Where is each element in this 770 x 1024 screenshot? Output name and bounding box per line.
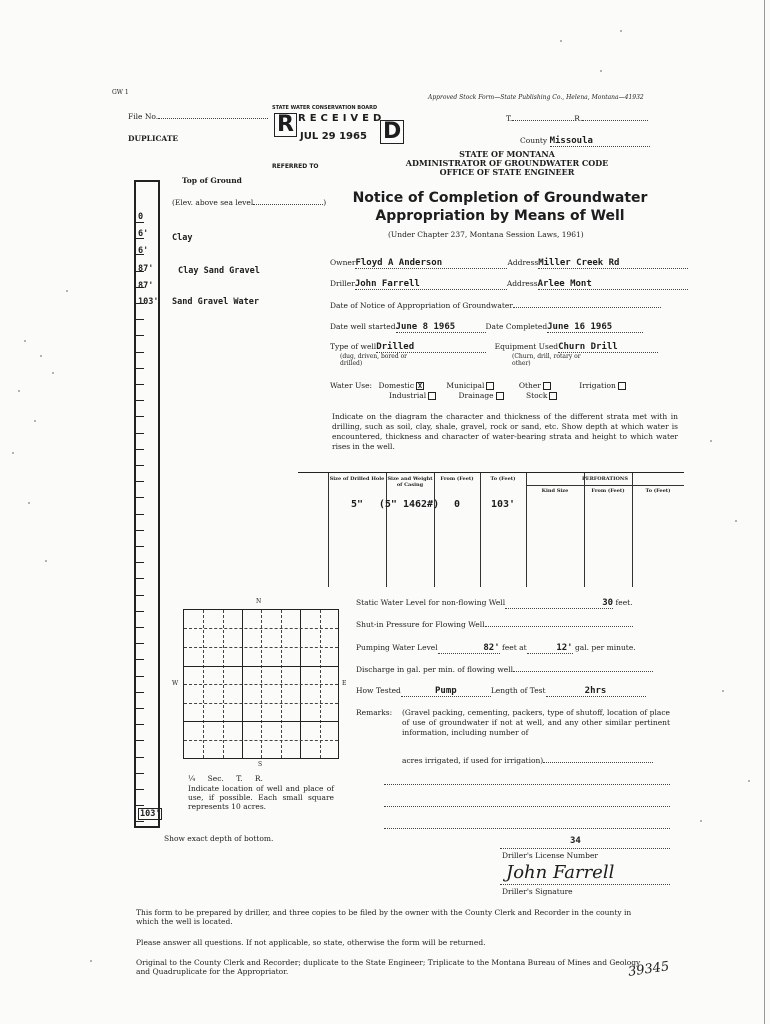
casing-hole-size: 5" (350, 499, 364, 510)
stamp-letter-r: R (274, 113, 297, 137)
notice-date-row: Date of Notice of Appropriation of Groundwater (330, 301, 661, 310)
depth-6a: 6' (138, 229, 149, 239)
casing-to: 103' (490, 499, 516, 510)
depth-tick (136, 352, 144, 353)
license-line (500, 848, 670, 849)
casing-header-to: To (Feet) (490, 476, 516, 482)
stratum-sand-gravel-water: Sand Gravel Water (172, 297, 259, 307)
remarks-label: Remarks: (356, 708, 393, 717)
depth-tick (136, 708, 144, 709)
depth-tick (136, 562, 144, 563)
depth-tick (136, 595, 144, 596)
drainage-checkbox[interactable] (496, 392, 504, 400)
driller-row: DrillerJohn Farrell AddressArlee Mont (330, 279, 688, 290)
section-grid (183, 609, 339, 759)
driller-signature: John Farrell (506, 862, 615, 883)
casing-header-perf-from: From (Feet) (591, 488, 625, 494)
depth-103a: 103' (138, 297, 159, 307)
remarks-line-1 (384, 784, 670, 785)
casing-header-perforations: PERFORATIONS (582, 476, 628, 482)
depth-103b: 103' (140, 809, 161, 819)
page-edge (764, 0, 765, 1024)
depth-tick (136, 821, 144, 822)
depth-tick (136, 676, 144, 677)
depth-tick (136, 692, 144, 693)
grid-south: S (258, 761, 263, 768)
depth-tick (136, 400, 144, 401)
depth-tick (136, 449, 144, 450)
stamp-letter-d: D (380, 120, 404, 144)
irrigation-checkbox[interactable] (618, 382, 626, 390)
depth-tick (136, 627, 144, 628)
industrial-checkbox[interactable] (428, 392, 436, 400)
footer-distribution: Original to the County Clerk and Recorder; duplicate to the State Engineer; Triplicate to the Montana Bureau of Mines and Geology and Quadruplicate for the Appropriator. (136, 958, 641, 976)
static-level-row: Static Water Level for non-flowing Well 30 feet. (356, 598, 633, 608)
signature-line (500, 884, 670, 885)
depth-tick (136, 611, 144, 612)
license-label: Driller's License Number (502, 851, 598, 860)
footer-instructions: This form to be prepared by driller, and three copies to be filed by the owner with the County Clerk and Recorder in the county in which the well is located. (136, 908, 632, 926)
stock-checkbox[interactable] (549, 392, 557, 400)
depth-tick (136, 465, 144, 466)
casing-size-weight: (5" 1462#) (378, 499, 440, 510)
casing-from: 0 (453, 499, 461, 510)
file-no: File No. (128, 112, 268, 121)
municipal-checkbox[interactable] (486, 382, 494, 390)
state-heading: STATE OF MONTANA ADMINISTRATOR OF GROUNDWATER CODE OFFICE OF STATE ENGINEER (405, 149, 609, 177)
how-tested-row: How Tested Pump Length of Test 2hrs (356, 686, 646, 697)
referred-label: REFERRED TO (272, 163, 319, 170)
discharge-row: Discharge in gal. per min. of flowing well (356, 665, 653, 674)
county-field: County Missoula (520, 136, 650, 147)
page-title: Notice of Completion of Groundwater Appropriation by Means of Well (352, 190, 648, 224)
title-subtitle: (Under Chapter 237, Montana Session Laws, 1961) (388, 230, 584, 239)
pumping-row: Pumping Water Level 82' feet at 12' gal. per minute. (356, 643, 636, 653)
depth-tick (136, 805, 144, 806)
depth-tick (136, 530, 144, 531)
equipment-note: (Churn, drill, rotary or other) (512, 353, 581, 367)
shutin-row: Shut-in Pressure for Flowing Well (356, 620, 633, 629)
remarks-line-3 (384, 828, 670, 829)
section-line: ¼ Sec. T. R. (188, 774, 263, 783)
other-checkbox[interactable] (543, 382, 551, 390)
remarks-line-2 (384, 806, 670, 807)
depth-tick (136, 789, 144, 790)
depth-tick (136, 578, 144, 579)
depth-tick (136, 757, 144, 758)
remarks-text: (Gravel packing, cementing, packers, type of shutoff, location of place of use of groundwater if not at well, and any other similar pertinent information, including number of (402, 708, 670, 737)
location-note: Indicate location of well and place of use, if possible. Each small square represents 10 acres. (188, 784, 334, 811)
grid-west: W (172, 680, 179, 687)
depth-tick (136, 773, 144, 774)
duplicate-label: DUPLICATE (128, 134, 179, 143)
depth-tick (136, 416, 144, 417)
depth-6b: 6' (138, 246, 149, 256)
township: T. R. (506, 114, 648, 123)
depth-tick (136, 481, 144, 482)
stratum-clay-sand-gravel: Clay Sand Gravel (178, 266, 260, 276)
grid-east: E (342, 680, 347, 687)
depth-column (134, 180, 160, 828)
depth-tick (136, 643, 144, 644)
depth-tick (136, 659, 144, 660)
depth-tick (136, 368, 144, 369)
depth-tick (136, 384, 144, 385)
board-label: STATE WATER CONSERVATION BOARD (272, 105, 378, 111)
depth-87a: 87' (138, 264, 154, 274)
depth-tick (136, 497, 144, 498)
received-label: RECEIVED (298, 113, 386, 124)
received-date: JUL 29 1965 (300, 131, 367, 142)
casing-header-hole: Size of Drilled Hole (329, 476, 385, 482)
dates-row: Date well startedJune 8 1965 Date CompletedJune 16 1965 (330, 322, 643, 333)
license-number: 34 (570, 836, 581, 846)
remarks-text-2: acres irrigated, if used for irrigation) (402, 756, 653, 765)
type-row: Type of wellDrilled Equipment UsedChurn Drill (330, 342, 658, 353)
depth-tick (136, 546, 144, 547)
depth-0: 0 (138, 212, 144, 222)
instructions: Indicate on the diagram the character and thickness of the different strata met with in drilling, such as soil, clay, shale, gravel, rock or sand, etc. Show depth at which water is encountered, thickness and character of water-bearing strata and height to which water rises in the well. (332, 412, 678, 451)
depth-tick (136, 724, 144, 725)
casing-header-kind: Kind Size (541, 488, 569, 494)
depth-tick (136, 433, 144, 434)
signature-label: Driller's Signature (502, 887, 573, 896)
casing-header-from: From (Feet) (440, 476, 474, 482)
printer-note: Approved Stock Form—State Publishing Co., Helena, Montana—41932 (428, 94, 644, 101)
depth-87b: 87' (138, 281, 154, 291)
casing-header-size: Size and Weight of Casing (387, 476, 433, 488)
top-of-ground-label: Top of Ground (182, 176, 242, 185)
bottom-note: Show exact depth of bottom. (164, 834, 274, 843)
owner-row: OwnerFloyd A Anderson AddressMiller Creek Rd (330, 258, 688, 269)
depth-tick (136, 319, 144, 320)
footer-answer-note: Please answer all questions. If not applicable, so state, otherwise the form will be returned. (136, 938, 486, 947)
depth-tick (136, 740, 144, 741)
casing-table (298, 472, 684, 587)
elevation-label: (Elev. above sea level ) (172, 198, 327, 207)
depth-tick (136, 222, 144, 223)
grid-north: N (256, 598, 262, 605)
type-note: (dug, driven, bored or drilled) (340, 353, 408, 367)
form-code: GW 1 (112, 89, 129, 96)
file-number: 39345 (627, 959, 671, 980)
depth-tick (136, 335, 144, 336)
stratum-clay: Clay (172, 233, 193, 243)
depth-tick (136, 514, 144, 515)
domestic-checkbox[interactable]: X (417, 382, 423, 390)
casing-header-perf-to: To (Feet) (645, 488, 671, 494)
water-use-row: Water Use: Domestic X Municipal Other Irrigation Industrial Drainage Stock (330, 381, 628, 401)
